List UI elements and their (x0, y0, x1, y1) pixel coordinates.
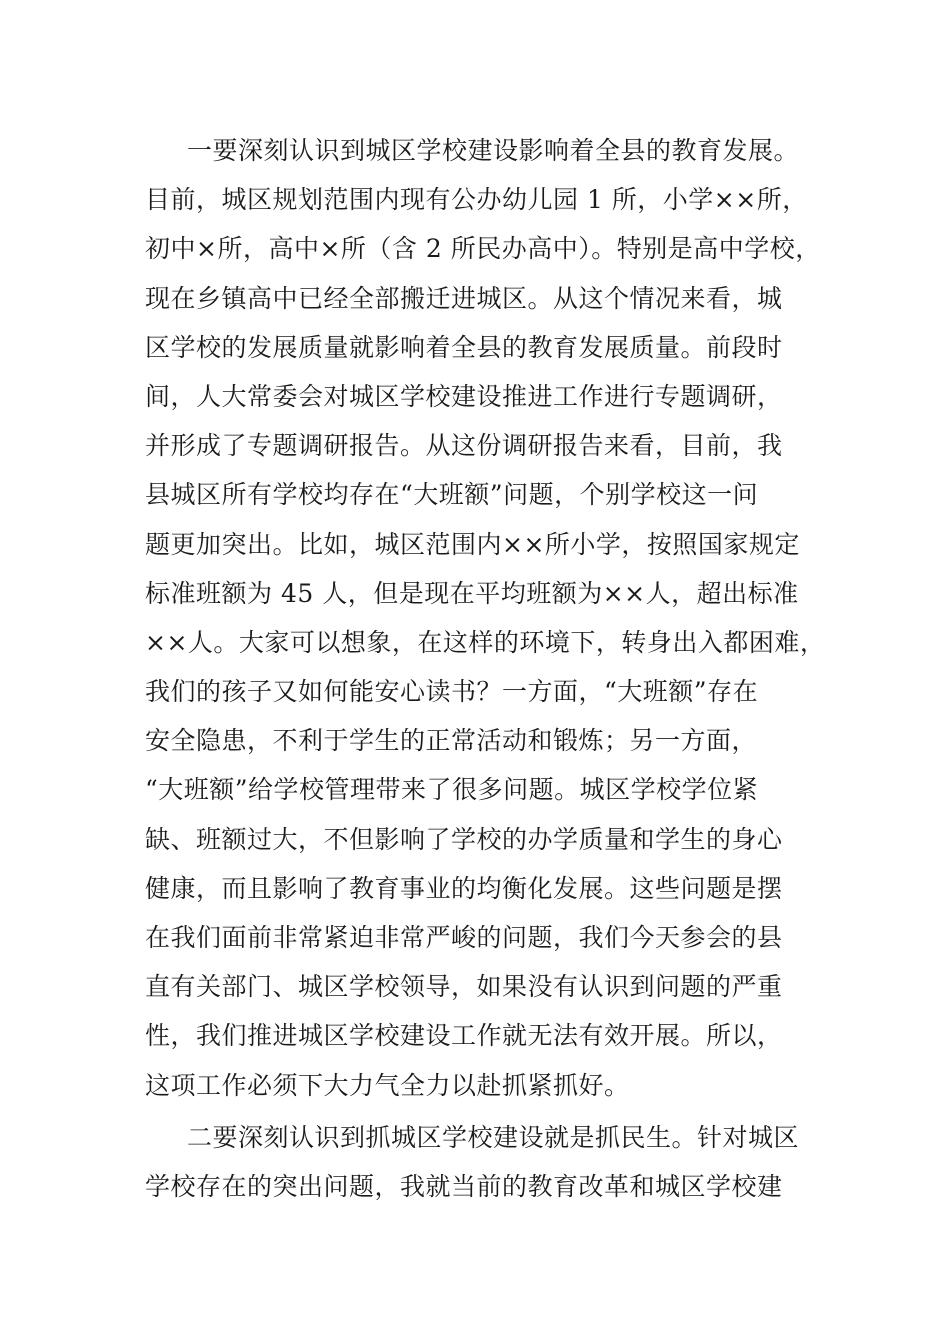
text-line: 我们的孩子又如何能安心读书？一方面，“大班额”存在 (145, 677, 759, 707)
text-line: 目前，城区规划范围内现有公办幼儿园 1 所，小学××所， (145, 185, 808, 215)
text-line: ××人。大家可以想象，在这样的环境下，转身出入都困难， (145, 627, 826, 657)
text-line: 性，我们推进城区学校建设工作就无法有效开展。所以， (145, 1021, 783, 1051)
text-line: 缺、班额过大，不但影响了学校的办学质量和学生的身心 (145, 824, 783, 854)
text-line: 二要深刻认识到抓城区学校建设就是抓民生。针对城区 (187, 1122, 800, 1152)
text-line: 间，人大常委会对城区学校建设推进工作进行专题调研， (145, 381, 783, 411)
text-line: 在我们面前非常紧迫非常严峻的问题，我们今天参会的县 (145, 923, 783, 952)
paragraph-1 (145, 126, 825, 1110)
paragraph-2 (145, 1113, 825, 1211)
text-line: 健康，而且影响了教育事业的均衡化发展。这些问题是摆 (145, 873, 783, 903)
text-line: 安全隐患，不利于学生的正常活动和锻炼；另一方面， (145, 726, 758, 756)
text-line: 区学校的发展质量就影响着全县的教育发展质量。前段时 (145, 332, 783, 362)
document-body (145, 126, 825, 1211)
text-line: 学校存在的突出问题，我就当前的教育改革和城区学校建 (145, 1171, 783, 1201)
text-line: “大班额”给学校管理带来了很多问题。城区学校学位紧 (145, 775, 759, 805)
text-line: 这项工作必须下大力气全力以赴抓紧抓好。 (145, 1070, 630, 1100)
text-line: 标准班额为 45 人，但是现在平均班额为××人，超出标准 (145, 578, 799, 608)
text-line: 现在乡镇高中已经全部搬迁进城区。从这个情况来看，城 (145, 283, 783, 313)
text-line: 直有关部门、城区学校领导，如果没有认识到问题的严重 (145, 972, 783, 1002)
text-line: 县城区所有学校均存在“大班额”问题，个别学校这一问 (145, 480, 759, 510)
text-line: 题更加突出。比如，城区范围内××所小学，按照国家规定 (145, 529, 800, 559)
text-line: 并形成了专题调研报告。从这份调研报告来看，目前，我 (145, 431, 783, 461)
text-line: 初中×所，高中×所（含 2 所民办高中）。特别是高中学校， (145, 234, 821, 264)
text-line: 一要深刻认识到城区学校建设影响着全县的教育发展。 (187, 136, 800, 165)
